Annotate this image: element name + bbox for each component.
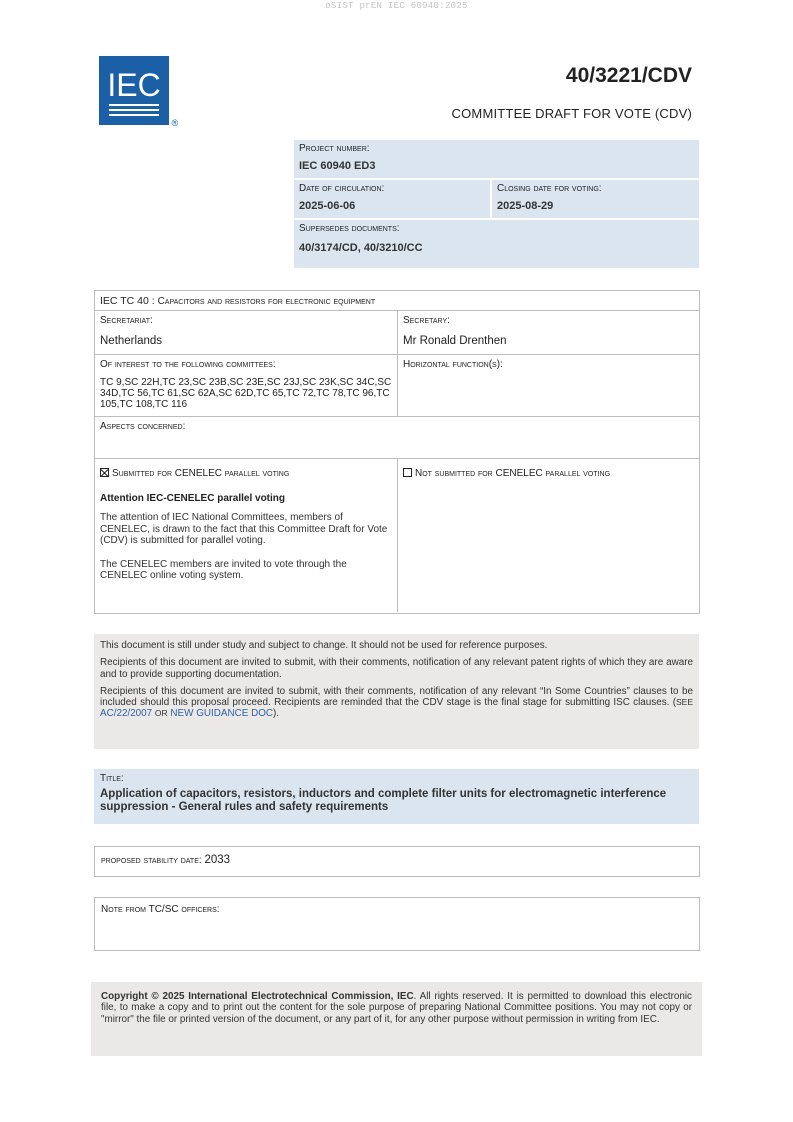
closing-date: 2025-08-29 [497,200,554,212]
interest-row [95,355,699,417]
notice-block [94,634,699,749]
tc-prefix: IEC TC 40 : [100,295,158,307]
ac-22-2007-link[interactable]: AC/22/2007 [100,708,153,720]
note-label: Note from TC/SC officers: [101,904,220,915]
project-number-cell [294,140,699,178]
attention-paragraph-1: The attention of IEC National Committees, members of CENELEC, is drawn to the fact that this Committee Draft for Vote (CDV) is submitted for parallel voting. [100,512,388,546]
supersedes-cell [294,220,699,268]
submitted-option [100,468,392,479]
document-reference: 40/3221/CDV [565,64,692,87]
registered-mark: ® [171,118,179,128]
notice-paragraph-3 [100,686,693,720]
notice-end: ). [273,708,280,720]
note-block [94,897,700,951]
aspects-label: Aspects concerned: [100,421,186,432]
notice-paragraph-2: Recipients of this document are invited to submit, with their comments, notification of any relevant patent rights of which they are aware and to provide supporting documentation. [100,657,693,680]
tc-row [95,291,699,311]
attention-paragraph-2: The CENELEC members are invited to vote through the CENELEC online voting system. [100,558,347,581]
attention-title: Attention IEC-CENELEC parallel voting [100,493,286,504]
cenelec-not-submitted-cell [398,459,699,612]
submitted-label: Submitted for CENELEC parallel voting [112,468,290,479]
project-number-label: Project number: [299,143,370,154]
supersedes-value: 40/3174/CD, 40/3210/CC [299,242,423,254]
document-title: Application of capacitors, resistors, inductors and complete filter units for electromagnetic interference suppression - General rules and safety requirements [100,788,667,813]
copyright-text: . All rights reserved. It is permitted to download this electronic file, to make a copy and to print out the content for the sole purpose of preparing National Committee positions. You may not copy or "mirror" the file or printed version of the document, or any part of it, for any other purpose without permission in writing from IEC. [101,991,692,1025]
circulation-date: 2025-06-06 [299,200,356,212]
not-submitted-checkbox[interactable] [403,468,412,477]
title-block [94,769,699,824]
horizontal-cell [398,355,699,416]
notice-or: OR [154,708,168,719]
aspects-cell [95,417,699,458]
new-guidance-doc-link[interactable]: NEW GUIDANCE DOC [170,708,274,720]
secretary-cell [398,311,699,354]
watermark: oSIST prEN IEC 60940:2025 [325,1,468,11]
secretariat-value: Netherlands [100,335,163,347]
committee-table [94,290,700,614]
tc-name: Capacitors and resistors for electronic equipment [157,296,376,307]
secretary-label: Secretary: [403,315,450,326]
project-number: IEC 60940 ED3 [299,160,376,172]
cenelec-submitted-cell [95,459,398,612]
interest-value: TC 9,SC 22H,TC 23,SC 23B,SC 23E,SC 23J,SC 23K,SC 34C,SC 34D,TC 56,TC 61,SC 62A,SC 62D,TC 65,TC 72,TC 78,TC 96,TC 105,TC 108,TC 116 [100,377,392,410]
stability-label: proposed stability date: [101,855,202,866]
copyright-bold: Copyright © 2025 International Electrotechnical Commission, IEC [101,991,414,1002]
copyright-block [91,982,702,1056]
cenelec-row [95,459,699,612]
notice-see: SEE [675,697,693,708]
iec-logo [99,56,181,128]
interest-cell [95,355,398,416]
submitted-checkbox[interactable] [100,468,109,477]
interest-label: Of interest to the following committees: [100,359,276,370]
project-info [294,140,699,270]
secretariat-cell [95,311,398,354]
title-label: Title: [100,773,124,784]
supersedes-label: Supersedes documents: [299,223,400,234]
stability-block [94,846,700,877]
stability-date: 2033 [204,854,231,866]
not-submitted-label: Not submitted for CENELEC parallel voting [415,468,611,479]
closing-cell [492,180,699,218]
circulation-cell [294,180,490,218]
secretariat-label: Secretariat: [100,315,153,326]
aspects-row [95,417,699,459]
horizontal-label: Horizontal function(s): [403,359,503,370]
notice-paragraph-3-text: Recipients of this document are invited to submit, with their comments, notification of any relevant “In Some Countries” clauses to be included should this proposal proceed. Recipients are reminded that the CDV stage is the final stage for submitting ISC clauses. ( [100,685,693,709]
iec-logo-text: IEC [107,67,161,103]
secretary-value: Mr Ronald Drenthen [403,335,507,347]
tc-cell [95,291,699,310]
closing-label: Closing date for voting: [497,183,602,194]
secretariat-row [95,311,699,355]
notice-paragraph-1: This document is still under study and subject to change. It should not be used for reference purposes. [100,640,548,651]
circulation-label: Date of circulation: [299,183,385,194]
document-type: COMMITTEE DRAFT FOR VOTE (CDV) [451,106,692,121]
